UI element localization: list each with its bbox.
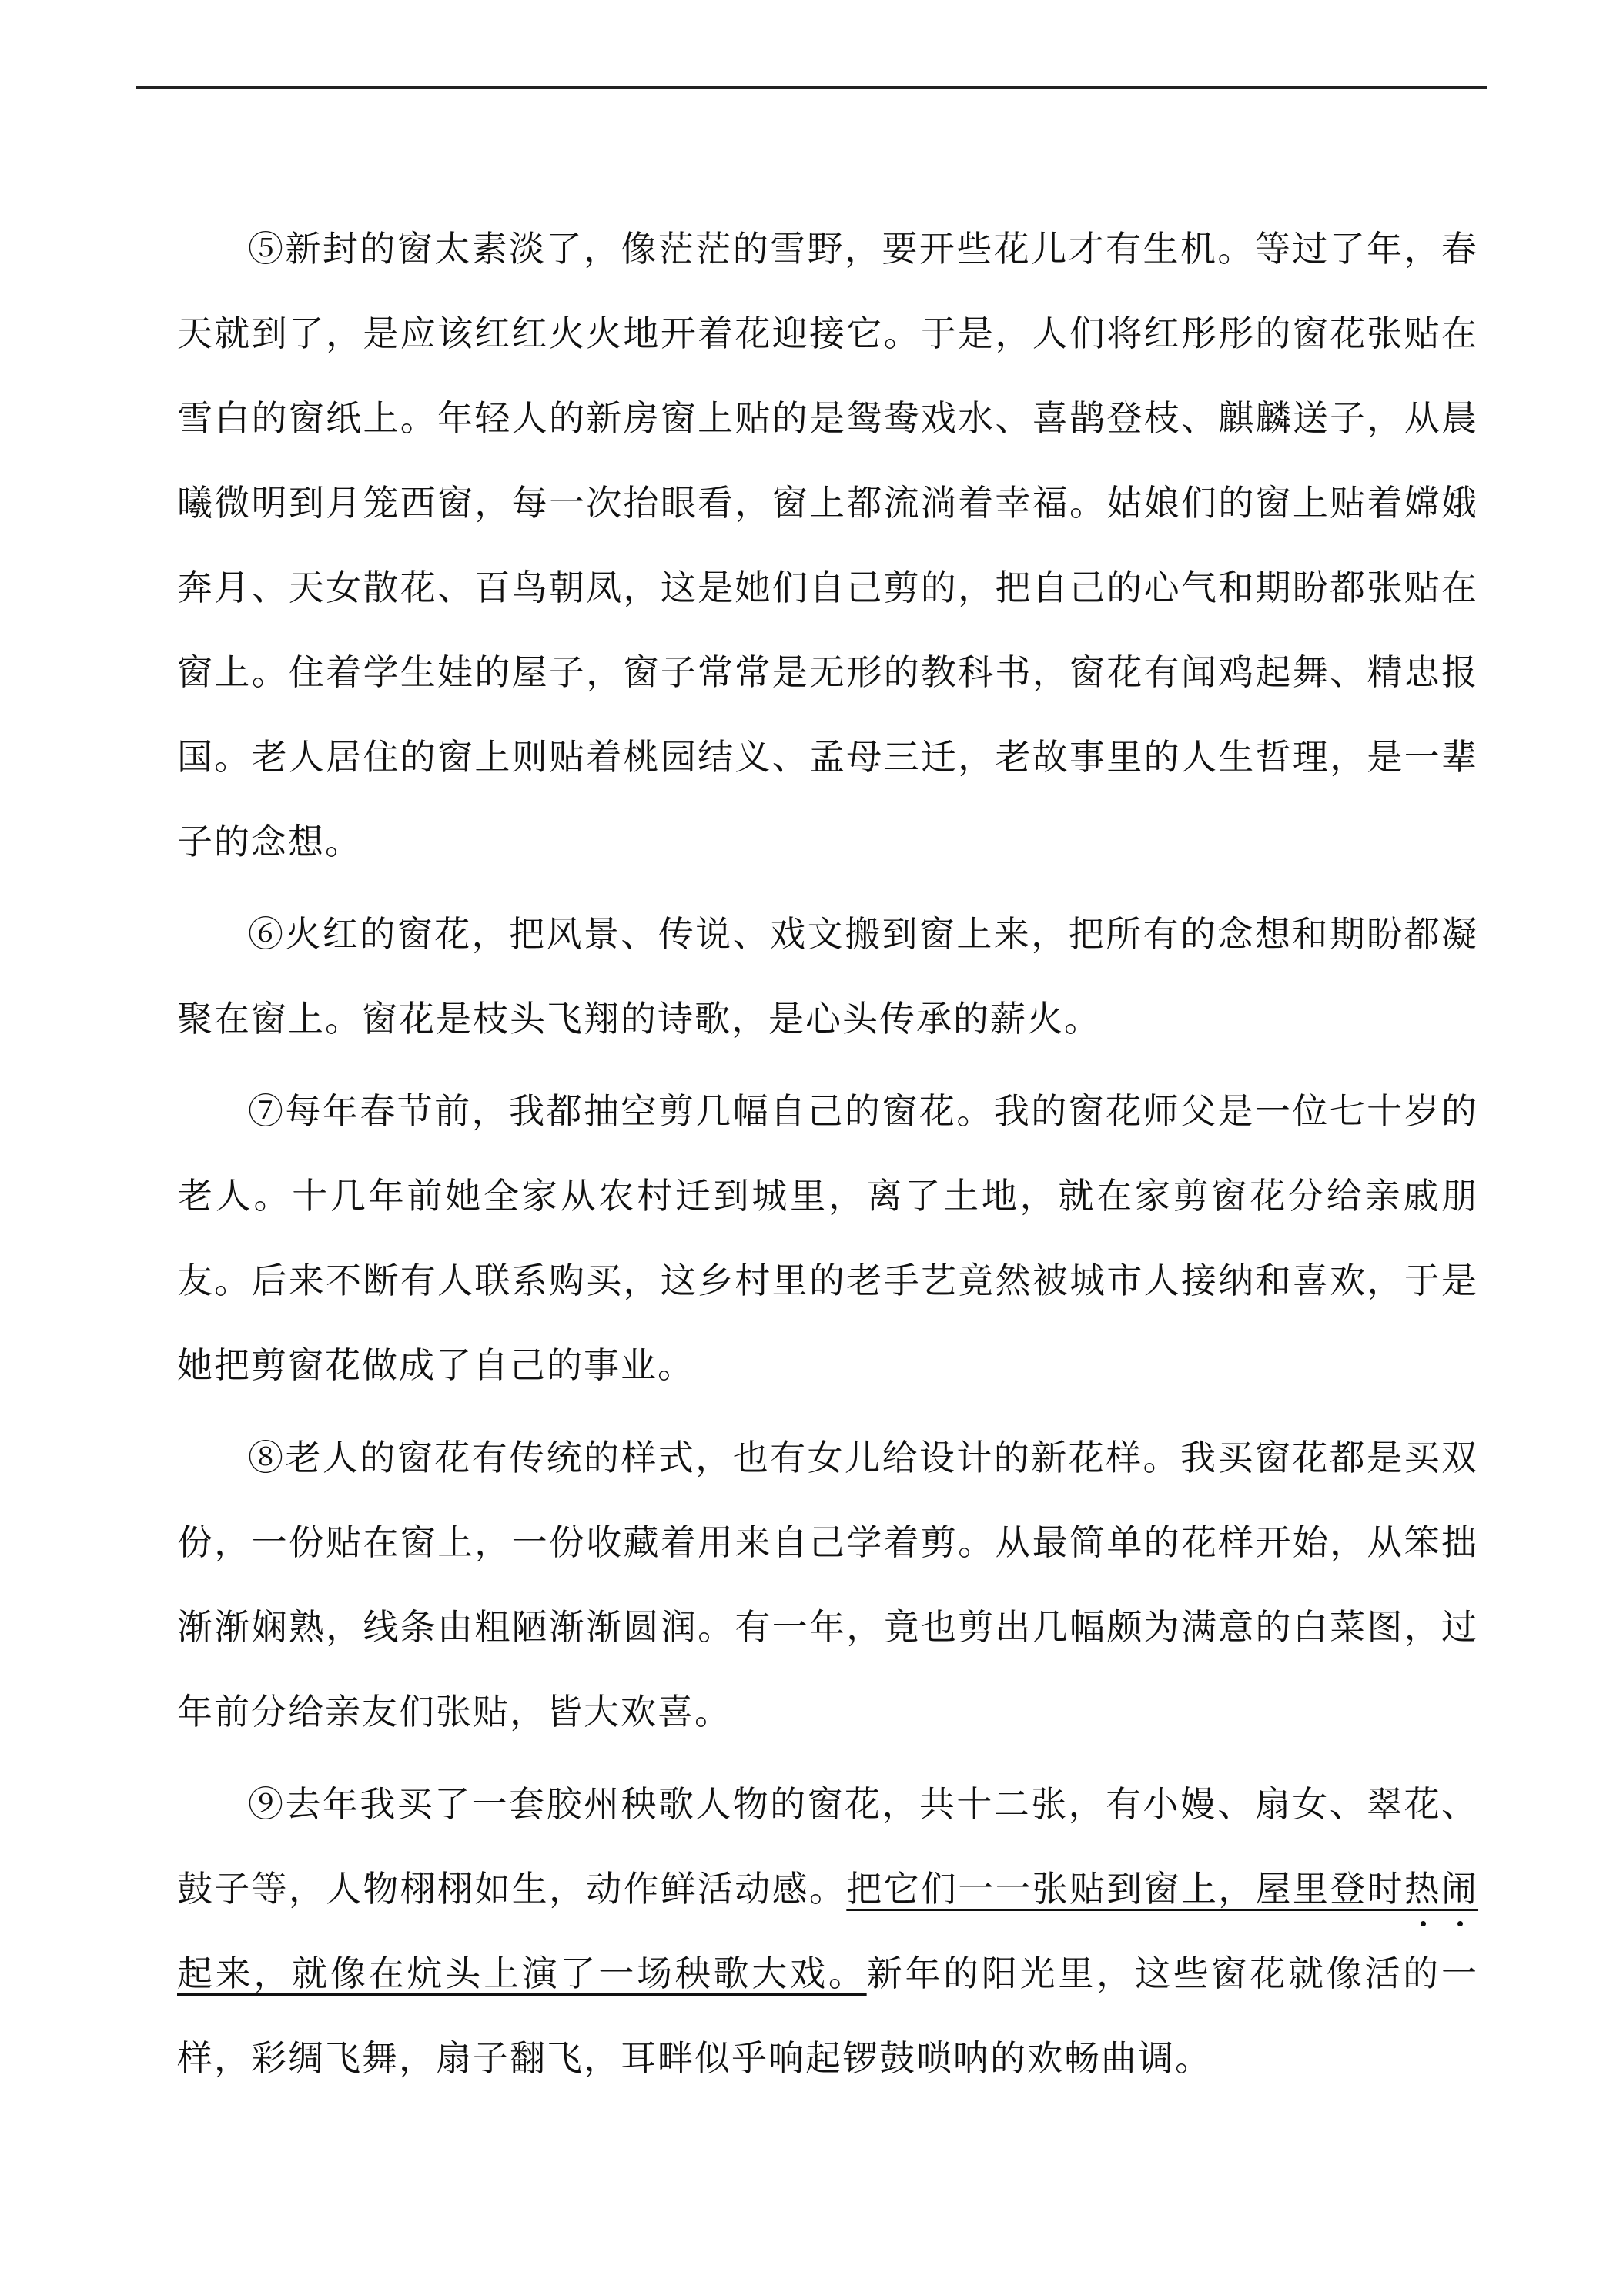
underlined-part-a: 把它们一一张贴到窗上，屋里登时 [846, 1868, 1404, 1909]
article-body [177, 206, 1478, 2108]
paragraph-9-tail: 新年的阳光里，这些窗花就像活的一样，彩绸飞舞，扇子翻飞，耳畔似乎响起锣鼓唢呐的欢畅曲调。 [177, 1953, 1479, 2079]
paragraph-7: ⑦每年春节前，我都抽空剪几幅自己的窗花。我的窗花师父是一位七十岁的老人。十几年前她全家从农村迁到城里，离了土地，就在家剪窗花分给亲戚朋友。后来不断有人联系购买，这乡村里的老手艺竟然被城市人接纳和喜欢，于是她把剪窗花做成了自己的事业。 [177, 1090, 1478, 1386]
paragraph-9-lead: ⑨去年我买了一套胶州秧歌人物的窗花，共十二张，有小嫚、扇女、翠花、鼓子等，人物栩栩如生，动作鲜活动感。 [177, 1783, 1478, 1909]
header-rule [136, 86, 1487, 89]
paragraph-8: ⑧老人的窗花有传统的样式，也有女儿给设计的新花样。我买窗花都是买双份，一份贴在窗上，一份收藏着用来自己学着剪。从最简单的花样开始，从笨拙渐渐娴熟，线条由粗陋渐渐圆润。有一年，竟也剪出几幅颇为满意的白菜图，过年前分给亲友们张贴，皆大欢喜。 [177, 1437, 1478, 1732]
emphasis-char-re: 热 [1404, 1868, 1442, 1909]
paragraph-5: ⑤新封的窗太素淡了，像茫茫的雪野，要开些花儿才有生机。等过了年，春天就到了，是应该红红火火地开着花迎接它。于是，人们将红彤彤的窗花张贴在雪白的窗纸上。年轻人的新房窗上贴的是鸳鸯戏水、喜鹊登枝、麒麟送子，从晨曦微明到月笼西窗，每一次抬眼看，窗上都流淌着幸福。姑娘们的窗上贴着嫦娥奔月、天女散花、百鸟朝凤，这是她们自己剪的，把自己的心气和期盼都张贴在窗上。住着学生娃的屋子，窗子常常是无形的教科书，窗花有闻鸡起舞、精忠报国。老人居住的窗上则贴着桃园结义、孟母三迁，老故事里的人生哲理，是一辈子的念想。 [177, 228, 1478, 862]
paragraph-9 [177, 1762, 1478, 2100]
emphasis-char-nao: 闹 [1441, 1868, 1479, 1909]
underlined-part-b: 起来，就像在炕头上演了一场秧歌大戏。 [177, 1953, 867, 1994]
paragraph-6: ⑥火红的窗花，把风景、传说、戏文搬到窗上来，把所有的念想和期盼都凝聚在窗上。窗花是枝头飞翔的诗歌，是心头传承的薪火。 [177, 913, 1478, 1039]
